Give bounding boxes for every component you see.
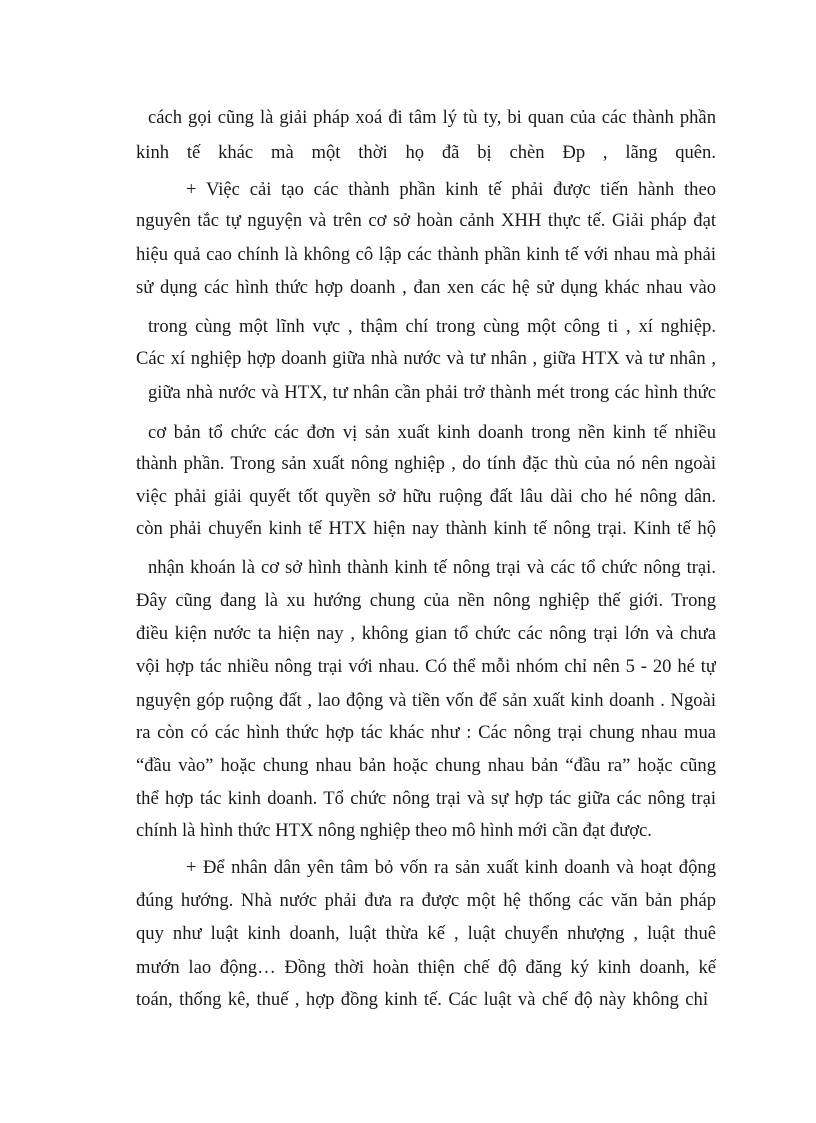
text-line-4: nguyên tắc tự nguyện và trên cơ sở hoàn cảnh XHH thực tế. Giải pháp đạt (136, 210, 716, 231)
text-line-20: “đầu vào” hoặc chung nhau bản hoặc chung nhau bản “đầu ra” hoặc cũng (136, 755, 716, 776)
text-line-2: kinh tế khác mà một thời họ đã bị chèn Ðp , lãng quên. (136, 142, 716, 163)
text-line-17: vội hợp tác nhiều nông trại với nhau. Có thể mỗi nhóm chỉ nên 5 - 20 hé tự (136, 656, 716, 677)
text-line-16: điều kiện nước ta hiện nay , không gian tổ chức các nông trại lớn và chưa (136, 623, 716, 644)
text-line-10: cơ bản tổ chức các đơn vị sản xuất kinh doanh trong nền kinh tế nhiều (148, 422, 716, 443)
text-line-19: ra còn có các hình thức hợp tác khác như : Các nông trại chung nhau mua (136, 722, 716, 743)
text-line-5: hiệu quả cao chính là không cô lập các thành phần kinh tế với nhau mà phải (136, 244, 716, 265)
text-line-6: sử dụng các hình thức hợp doanh , đan xen các hệ sử dụng khác nhau vào (136, 277, 716, 298)
text-line-27: toán, thống kê, thuế , hợp đồng kinh tế. Các luật và chế độ này không chỉ (136, 989, 708, 1010)
text-line-11: thành phần. Trong sản xuất nông nghiệp , do tính đặc thù của nó nên ngoài (136, 453, 716, 474)
text-line-1: cách gọi cũng là giải pháp xoá đi tâm lý tù ty, bi quan của các thành phần (148, 107, 716, 128)
text-line-13: còn phải chuyển kinh tế HTX hiện nay thành kinh tế nông trại. Kinh tế hộ (136, 518, 716, 539)
text-line-21: thể hợp tác kinh doanh. Tổ chức nông trại và sự hợp tác giữa các nông trại (136, 788, 716, 809)
text-line-23: + Để nhân dân yên tâm bỏ vốn ra sản xuất kinh doanh và hoạt động (186, 857, 716, 878)
text-line-3: + Việc cải tạo các thành phần kinh tế phải được tiến hành theo (186, 179, 716, 200)
text-line-15: Đây cũng đang là xu hướng chung của nền nông nghiệp thế giới. Trong (136, 590, 716, 611)
text-line-25: quy như luật kinh doanh, luật thừa kế , luật chuyển nhượng , luật thuê (136, 923, 716, 944)
text-line-22: chính là hình thức HTX nông nghiệp theo mô hình mới cần đạt được. (136, 820, 652, 841)
text-line-9: giữa nhà nước và HTX, tư nhân cần phải trở thành mét trong các hình thức (148, 382, 716, 403)
text-line-8: Các xí nghiệp hợp doanh giữa nhà nước và tư nhân , giữa HTX và tư nhân , (136, 348, 716, 369)
text-line-18: nguyện góp ruộng đất , lao động và tiền vốn để sản xuất kinh doanh . Ngoài (136, 690, 716, 711)
text-line-26: mướn lao động… Đồng thời hoàn thiện chế độ đăng ký kinh doanh, kế (136, 957, 716, 978)
text-line-14: nhận khoán là cơ sở hình thành kinh tế nông trại và các tổ chức nông trại. (148, 557, 716, 578)
text-line-12: việc phải giải quyết tốt quyền sở hữu ruộng đất lâu dài cho hé nông dân. (136, 486, 716, 507)
text-line-7: trong cùng một lĩnh vực , thậm chí trong cùng một công ti , xí nghiệp. (148, 316, 716, 337)
text-line-24: đúng hướng. Nhà nước phải đưa ra được một hệ thống các văn bản pháp (136, 890, 716, 911)
